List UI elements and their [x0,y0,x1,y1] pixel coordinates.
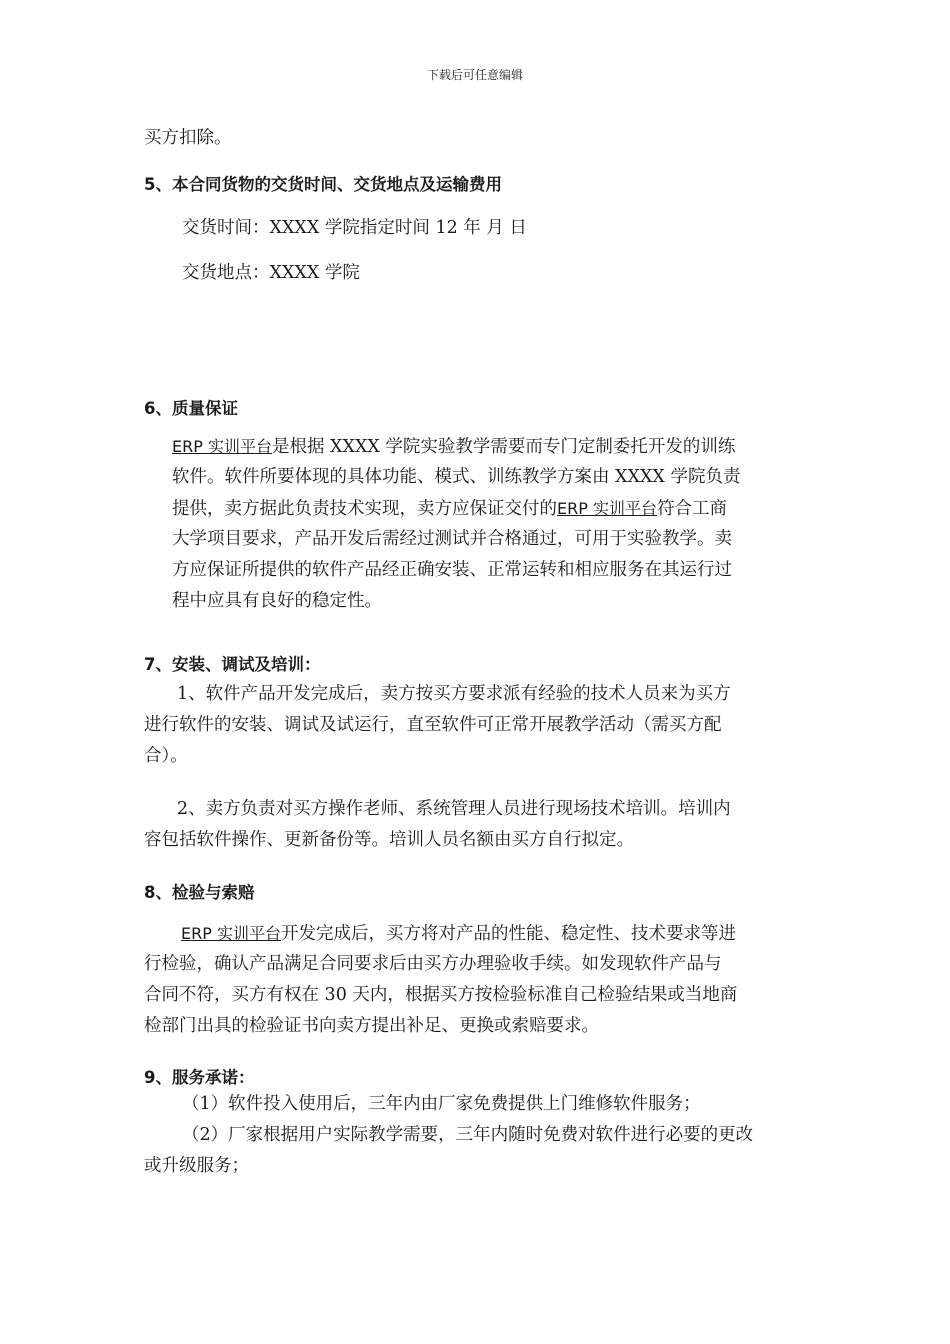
paragraph-line: 2、卖方负责对买方操作老师、系统管理人员进行现场技术培训。培训内 [177,799,731,819]
paragraph-line: 进行软件的安装、调试及试运行，直至软件可正常开展教学活动（需买方配 [144,715,722,735]
header-note: 下载后可任意编辑 [426,68,523,82]
continued-text: 买方扣除。 [144,128,232,148]
service-item-2 [144,1120,753,1182]
section-7-paragraph-1 [144,679,731,772]
product-name: ERP 实训平台 [557,499,657,518]
paragraph-line: 软件。软件所要体现的具体功能、模式、训练教学方案由 XXXX 学院负责 [172,467,741,487]
paragraph-text: 是根据 XXXX 学院实验教学需要而专门定制委托开发的训练 [271,437,736,457]
section-6-paragraph [172,431,740,617]
delivery-place: 交货地点：XXXX 学院 [182,263,360,283]
paragraph-line: 程中应具有良好的稳定性。 [172,591,382,611]
section-6-heading: 6、质量保证 [144,399,238,418]
section-8-paragraph [144,918,737,1042]
paragraph-line: 或升级服务； [144,1156,249,1176]
paragraph-text: 提供，卖方据此负责技术实现，卖方应保证交付的 [172,499,557,519]
paragraph-text: 符合工商 [656,499,727,519]
paragraph-text: 开发完成后，买方将对产品的性能、稳定性、技术要求等进 [280,924,736,944]
product-name: ERP 实训平台 [181,924,281,943]
delivery-time: 交货时间：XXXX 学院指定时间 12 年 月 日 [182,218,527,238]
paragraph-line: （2）厂家根据用户实际教学需要，三年内随时免费对软件进行必要的更改 [182,1125,754,1145]
section-8-heading: 8、检验与索赔 [144,883,255,902]
paragraph-line: 大学项目要求，产品开发后需经过测试并合格通过，可用于实验教学。卖 [172,529,732,549]
paragraph-line: 行检验，确认产品满足合同要求后由买方办理验收手续。如发现软件产品与 [144,954,722,974]
service-item-1: （1）软件投入使用后，三年内由厂家免费提供上门维修软件服务； [182,1094,701,1114]
product-name: ERP 实训平台 [172,437,272,456]
section-7-paragraph-2 [144,794,731,856]
section-5-heading: 5、本合同货物的交货时间、交货地点及运输费用 [144,175,502,194]
paragraph-line: 方应保证所提供的软件产品经正确安装、正常运转和相应服务在其运行过 [172,560,732,580]
paragraph-line: 合）。 [144,746,188,766]
paragraph-line: 容包括软件操作、更新备份等。培训人员名额由买方自行拟定。 [144,830,634,850]
paragraph-line: 合同不符，买方有权在 30 天内，根据买方按检验标准自己检验结果或当地商 [144,985,738,1005]
section-9-heading: 9、服务承诺： [144,1068,255,1087]
paragraph-line: 1、软件产品开发完成后，卖方按买方要求派有经验的技术人员来为买方 [177,684,731,704]
paragraph-line: 检部门出具的检验证书向卖方提出补足、更换或索赔要求。 [144,1016,599,1036]
section-7-heading: 7、安装、调试及培训： [144,655,321,674]
